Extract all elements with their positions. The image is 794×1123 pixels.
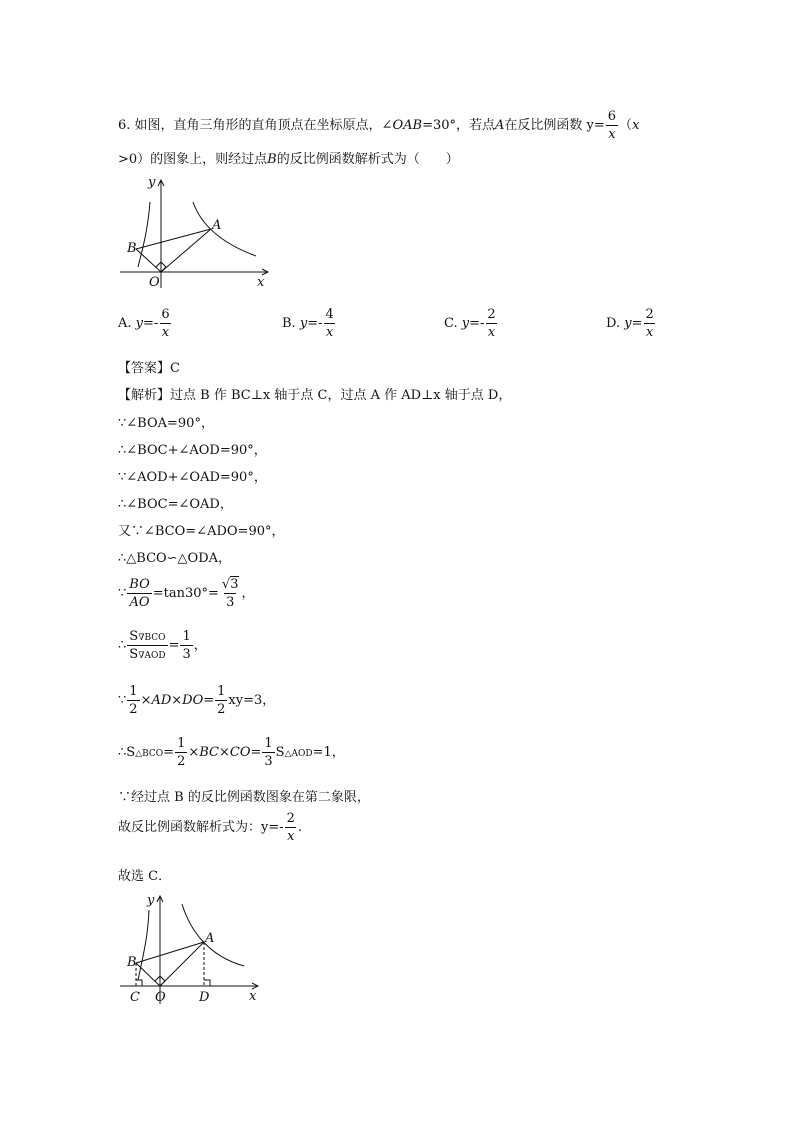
analysis-step-2: ∴∠BOC+∠AOD=90°， [118,443,267,458]
label-a: A [212,218,222,233]
label-b: B [127,955,137,970]
analysis-step-7: ∵ $\frac{BO}{AO}$ =tan30°= $\frac{√3}{3}$ ， [118,577,255,610]
option-c[interactable]: C. y=- $\frac{2}{x}$ [444,307,496,340]
label-y: y [147,893,155,908]
label-b: B [127,241,137,256]
analysis-step-1: ∵∠BOA=90°， [118,416,214,431]
answer-line: 【答案】C [118,361,180,376]
figure-2 [118,890,278,1010]
right-angle-mark-d [204,980,210,986]
analysis-step-3: ∵∠AOD+∠OAD=90°， [118,470,267,485]
function-fraction: $\frac{6}{x}$ [607,109,617,142]
right-angle-mark-c [136,980,142,986]
analysis-step-10: ∴S△BCO= $\frac{1}{2}$ ×BC×CO= $\frac{1}{3}$ S△AOD=1， [118,736,345,769]
analysis-intro: 【解析】过点 B 作 BC⊥x 轴于点 C，过点 A 作 AD⊥x 轴于点 D， [118,388,512,403]
analysis-step-12: 故反比例函数解析式为：y=- $\frac{2}{x}$ . [118,811,303,844]
analysis-step-6: ∴△BCO∽△ODA， [118,551,232,566]
option-d[interactable]: D. y= $\frac{2}{x}$ [606,307,654,340]
analysis-conclusion: 故选 C． [118,869,172,884]
label-x: x [249,989,257,1004]
analysis-step-4: ∴∠BOC=∠OAD， [118,497,233,512]
curve-second-quadrant [138,202,150,267]
analysis-step-9: ∵ $\frac{1}{2}$ ×AD×DO= $\frac{1}{2}$ xy=3， [118,684,276,717]
option-b[interactable]: B. y=- $\frac{4}{x}$ [282,307,334,340]
label-o: O [149,275,160,290]
label-c: C [130,990,140,1005]
question-line-2: >0）的图象上，则经过点B的反比例函数解析式为（ ） [118,152,459,167]
label-a: A [205,931,215,946]
figure-1 [118,172,278,292]
label-x: x [257,275,265,290]
option-a[interactable]: A. y=- $\frac{6}{x}$ [118,307,170,340]
analysis-step-11: ∵经过点 B 的反比例函数图象在第二象限， [118,790,370,805]
label-o: O [155,990,166,1005]
question-line-1: 6. 如图，直角三角形的直角顶点在坐标原点，∠OAB=30°，若点A在反比例函数 y= $\frac{6}{x}$ （x [118,109,640,142]
label-d: D [199,990,210,1005]
analysis-step-8: ∴ $\frac{\text{S∇BCO}}{\text{S∇AOD}}$ = $\frac{1}{3}$ ， [118,629,207,662]
label-y: y [148,175,156,190]
analysis-step-5: 又∵∠BCO=∠ADO=90°， [118,524,285,539]
curve-first-quadrant [193,202,256,256]
